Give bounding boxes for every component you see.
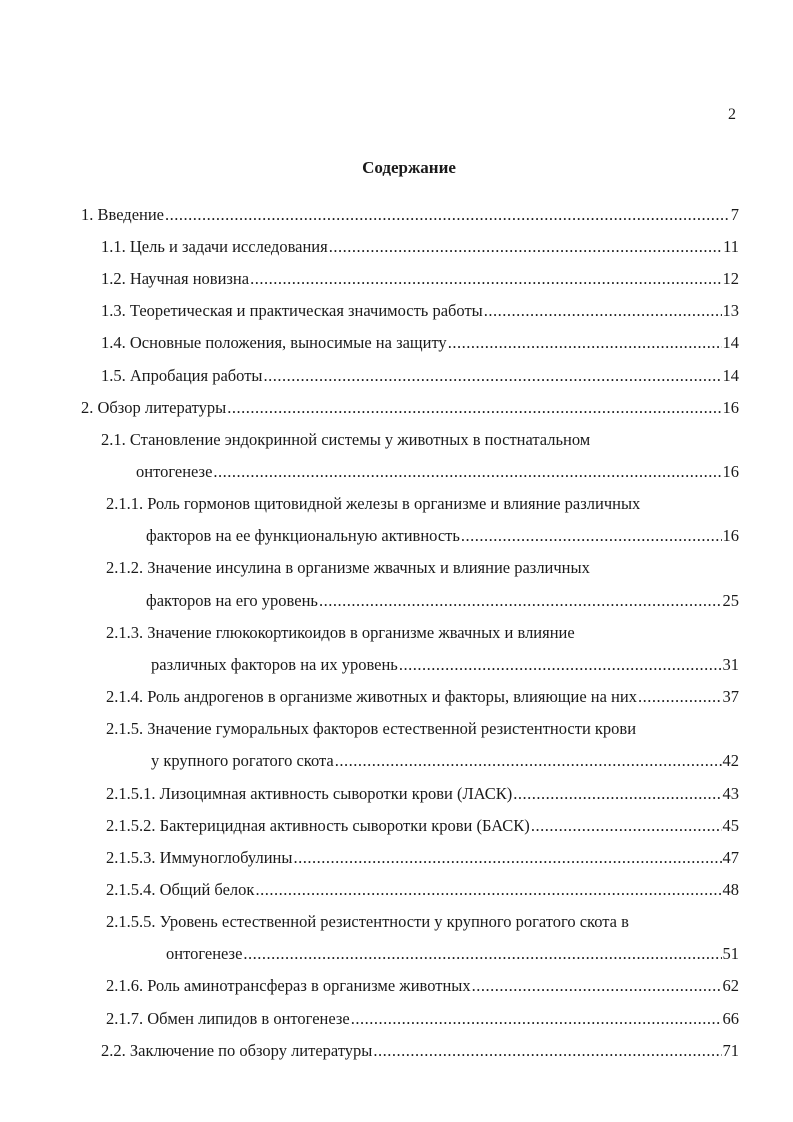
toc-entry-label: 1.2. Научная новизна — [101, 269, 250, 288]
toc-entry-heading[interactable]: 2.1. Становление эндокринной системы у животных в постнатальном — [101, 430, 591, 449]
toc-entry-label: 2.1.4. Роль андрогенов в организме животных и факторы, влияющие на них — [106, 687, 637, 706]
toc-entry-label: 2.1.6. Роль аминотрансфераз в организме животных — [106, 976, 471, 995]
toc-entry[interactable] — [146, 526, 739, 546]
toc-entry-page: 14 — [722, 333, 739, 352]
page-number: 2 — [728, 106, 736, 123]
toc-entry[interactable] — [81, 205, 739, 225]
toc-entry-page: 45 — [722, 816, 739, 835]
toc-entry[interactable] — [106, 816, 739, 836]
toc-leader-dots — [319, 591, 722, 611]
toc-leader-dots — [243, 944, 721, 964]
toc-entry[interactable] — [106, 880, 739, 900]
toc-entry[interactable] — [106, 687, 739, 707]
toc-entry-label: 2.1.5.3. Иммуноглобулины — [106, 848, 293, 867]
toc-leader-dots — [472, 976, 722, 996]
toc-entry-page: 47 — [722, 848, 739, 867]
toc-entry-page: 43 — [722, 784, 739, 803]
toc-entry[interactable] — [101, 366, 739, 386]
toc-entry[interactable] — [101, 237, 739, 257]
toc-entry-page: 11 — [723, 237, 739, 256]
toc-leader-dots — [250, 269, 721, 289]
toc-leader-dots — [461, 526, 722, 546]
toc-entry-page: 66 — [722, 1009, 739, 1028]
toc-entry-page: 71 — [722, 1041, 739, 1060]
toc-entry-label: 1. Введение — [81, 205, 165, 224]
toc-entry-label: 1.3. Теоретическая и практическая значимость работы — [101, 301, 483, 320]
toc-leader-dots — [448, 333, 722, 353]
toc-entry-page: 25 — [722, 591, 739, 610]
toc-entry-page: 12 — [722, 269, 739, 288]
toc-entry[interactable] — [106, 848, 739, 868]
toc-entry[interactable] — [106, 1009, 739, 1029]
toc-leader-dots — [329, 237, 722, 257]
toc-leader-dots — [165, 205, 730, 225]
toc-entry[interactable] — [151, 751, 739, 771]
toc-leader-dots — [638, 687, 722, 707]
toc-entry-label: у крупного рогатого скота — [151, 751, 334, 770]
toc-entry-page: 48 — [722, 880, 739, 899]
toc-entry-label: факторов на его уровень — [146, 591, 318, 610]
toc-entry[interactable] — [81, 398, 739, 418]
toc-entry-heading[interactable]: 2.1.5. Значение гуморальных факторов естественной резистентности крови — [106, 719, 637, 738]
toc-leader-dots — [293, 848, 721, 868]
toc-entry-label: онтогенезе — [136, 462, 213, 481]
toc-entry[interactable] — [101, 333, 739, 353]
toc-entry[interactable] — [106, 976, 739, 996]
toc-entry-page: 14 — [722, 366, 739, 385]
toc-entry-page: 42 — [722, 751, 739, 770]
toc-entry-label: 2.1.5.1. Лизоцимная активность сыворотки крови (ЛАСК) — [106, 784, 513, 803]
toc-entry-label: 2.1.5.2. Бактерицидная активность сыворотки крови (БАСК) — [106, 816, 530, 835]
toc-entry[interactable] — [101, 301, 739, 321]
toc-title: Содержание — [362, 158, 456, 177]
toc-entry-page: 16 — [722, 462, 739, 481]
toc-entry[interactable] — [106, 784, 739, 804]
toc-entry[interactable] — [136, 462, 739, 482]
toc-entry-page: 37 — [722, 687, 739, 706]
toc-entry-page: 16 — [722, 398, 739, 417]
toc-entry-label: 2.2. Заключение по обзору литературы — [101, 1041, 373, 1060]
toc-leader-dots — [351, 1009, 722, 1029]
toc-entry-page: 13 — [722, 301, 739, 320]
toc-entry-page: 51 — [722, 944, 739, 963]
toc-leader-dots — [264, 366, 722, 386]
toc-entry-page: 16 — [722, 526, 739, 545]
toc-entry-heading[interactable]: 2.1.2. Значение инсулина в организме жвачных и влияние различных — [106, 558, 590, 577]
toc-leader-dots — [335, 751, 722, 771]
toc-entry[interactable] — [101, 1041, 739, 1061]
toc-leader-dots — [227, 398, 721, 418]
toc-entry-page: 62 — [722, 976, 739, 995]
toc-entry-label: факторов на ее функциональную активность — [146, 526, 460, 545]
toc-entry[interactable] — [101, 269, 739, 289]
toc-leader-dots — [484, 301, 722, 321]
toc-entry-label: онтогенезе — [166, 944, 243, 963]
toc-leader-dots — [399, 655, 722, 675]
toc-entry-label: 2. Обзор литературы — [81, 398, 227, 417]
toc-entry-page: 7 — [730, 205, 739, 224]
toc-leader-dots — [513, 784, 721, 804]
toc-entry-page: 31 — [722, 655, 739, 674]
toc-entry-heading[interactable]: 2.1.5.5. Уровень естественной резистентности у крупного рогатого скота в — [106, 912, 629, 931]
toc-entry-label: 2.1.7. Обмен липидов в онтогенезе — [106, 1009, 350, 1028]
toc-entry-heading[interactable]: 2.1.1. Роль гормонов щитовидной железы в организме и влияние различных — [106, 494, 641, 513]
toc-entry-label: 1.5. Апробация работы — [101, 366, 263, 385]
toc-leader-dots — [213, 462, 721, 482]
toc-entry-label: 2.1.5.4. Общий белок — [106, 880, 255, 899]
toc-entry-label: 1.4. Основные положения, выносимые на защиту — [101, 333, 447, 352]
toc-leader-dots — [373, 1041, 721, 1061]
toc-entry-heading[interactable]: 2.1.3. Значение глюкокортикоидов в организме жвачных и влияние — [106, 623, 575, 642]
toc-entry[interactable] — [146, 591, 739, 611]
toc-entry[interactable] — [166, 944, 739, 964]
toc-entry-label: 1.1. Цель и задачи исследования — [101, 237, 328, 256]
toc-leader-dots — [531, 816, 722, 836]
toc-entry[interactable] — [151, 655, 739, 675]
toc-entry-label: различных факторов на их уровень — [151, 655, 398, 674]
toc-leader-dots — [255, 880, 721, 900]
